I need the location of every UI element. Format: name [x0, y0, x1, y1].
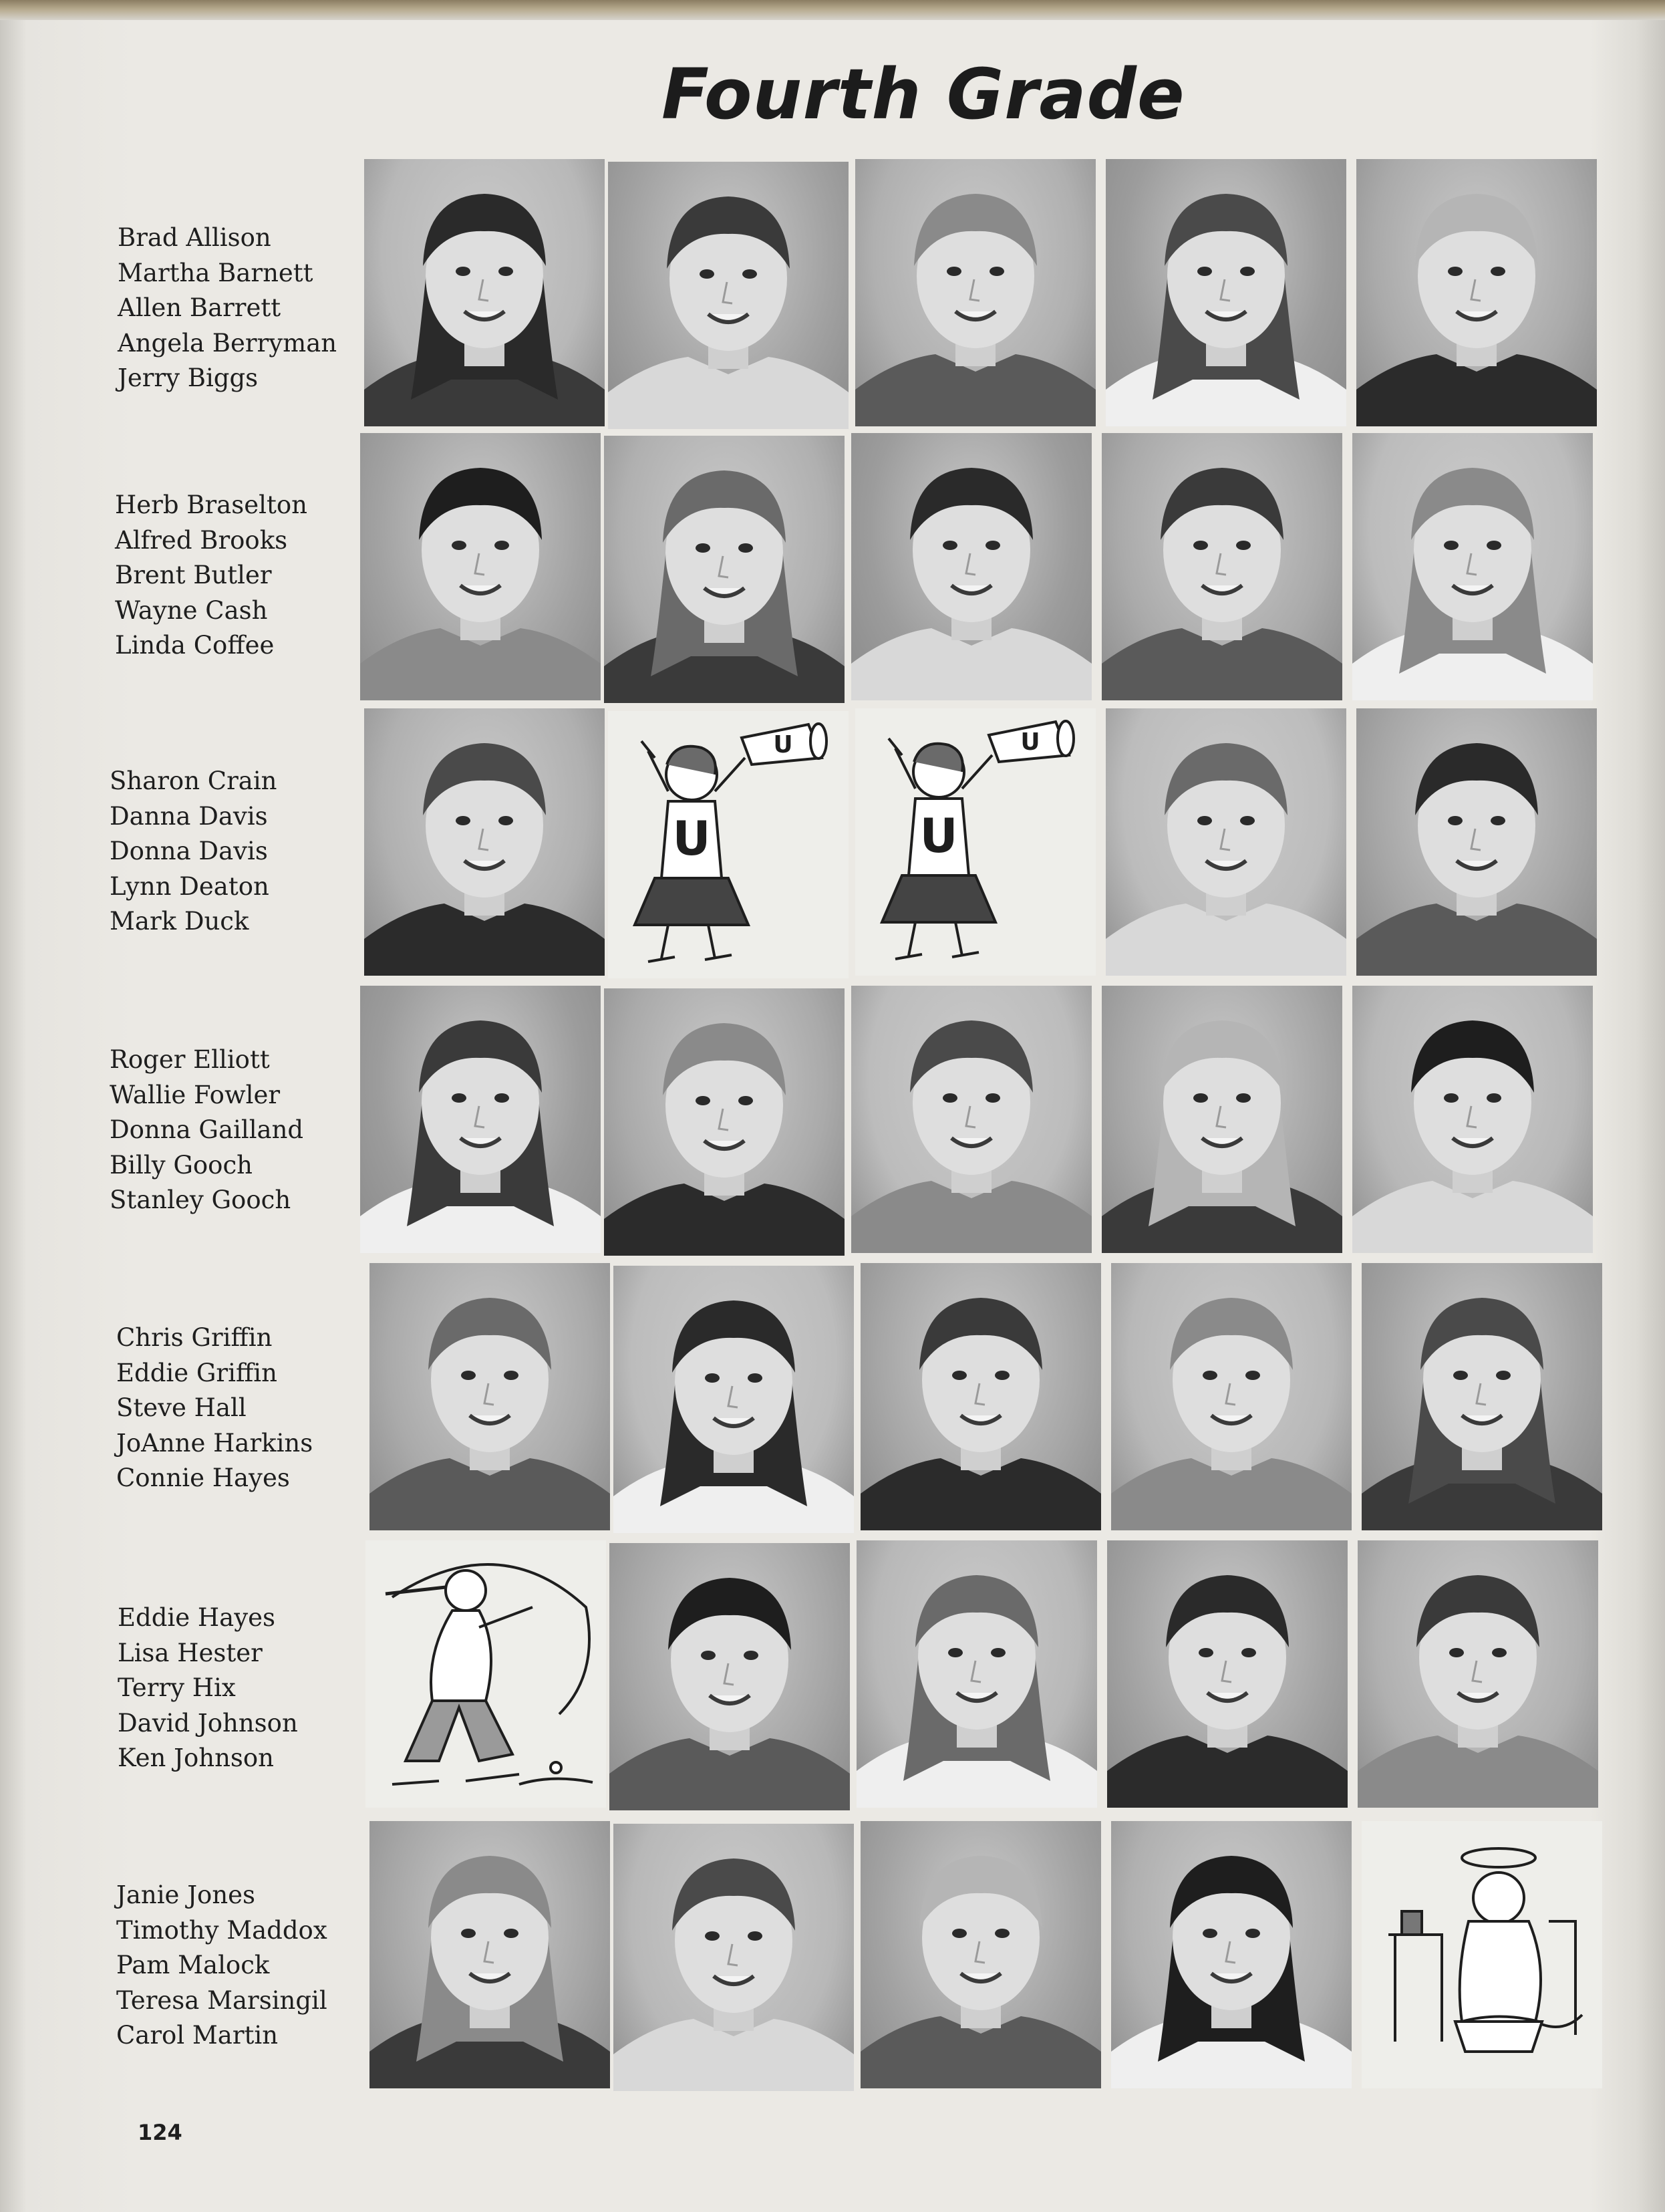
student-name: Terry Hix [118, 1673, 236, 1702]
student-name: Brent Butler [115, 561, 272, 589]
student-name: Donna Davis [110, 837, 268, 865]
student-name: Roger Elliott [110, 1045, 270, 1074]
student-name: Steve Hall [116, 1393, 247, 1422]
student-name: Angela Berryman [118, 328, 337, 358]
student-photo [604, 988, 845, 1256]
student-name: Brad Allison [118, 223, 271, 252]
name-list [116, 1321, 313, 1496]
student-name: Lisa Hester [118, 1638, 263, 1667]
golfer-cartoon [365, 1540, 606, 1808]
student-photo [861, 1263, 1101, 1530]
student-name: Jerry Biggs [118, 364, 259, 392]
student-name: Stanley Gooch [110, 1186, 291, 1214]
student-name: Martha Barnett [118, 258, 313, 287]
name-list [118, 1601, 298, 1776]
page-top-edge [0, 0, 1665, 20]
student-name: Wallie Fowler [110, 1080, 281, 1109]
sweater-letter: U [919, 809, 958, 863]
student-photo [369, 1821, 610, 2088]
student-photo [851, 986, 1092, 1253]
student-photo [613, 1266, 854, 1533]
student-name: Wayne Cash [115, 595, 268, 625]
student-name: Carol Martin [116, 2021, 279, 2050]
student-name: Eddie Griffin [116, 1358, 277, 1387]
student-photo [1111, 1263, 1352, 1530]
student-name: Pam Malock [116, 1951, 270, 1979]
student-photo [604, 436, 845, 703]
student-photo [861, 1821, 1101, 2088]
foot-soak-cartoon [1362, 1821, 1602, 2088]
student-name: Ken Johnson [118, 1744, 274, 1772]
student-photo [857, 1540, 1097, 1808]
student-photo [1356, 159, 1597, 426]
megaphone-letter: U [1020, 728, 1040, 756]
student-photo [1111, 1821, 1352, 2088]
student-name: JoAnne Harkins [116, 1428, 313, 1458]
student-name: Linda Coffee [115, 631, 275, 660]
student-photo [360, 433, 601, 700]
student-photo [360, 986, 601, 1253]
cheerleader-cartoon [608, 711, 849, 978]
student-photo [364, 159, 605, 426]
student-photo [851, 433, 1092, 700]
student-photo [1102, 433, 1342, 700]
student-name: David Johnson [118, 1708, 298, 1738]
student-name: Mark Duck [110, 907, 249, 936]
student-photo [1358, 1540, 1598, 1808]
student-name: Timothy Maddox [116, 1915, 327, 1945]
student-name: Teresa Marsingil [116, 1985, 327, 2015]
student-photo [1106, 708, 1346, 976]
student-name: Connie Hayes [116, 1464, 290, 1492]
student-photo [1102, 986, 1342, 1253]
student-photo [855, 159, 1096, 426]
name-list [118, 221, 337, 396]
cheerleader-cartoon [855, 708, 1096, 976]
student-name: Allen Barrett [118, 293, 281, 322]
student-photo [1107, 1540, 1348, 1808]
student-photo [1106, 159, 1346, 426]
student-photo [1352, 986, 1593, 1253]
page-number: 124 [138, 2120, 182, 2145]
student-name: Lynn Deaton [110, 871, 269, 901]
sweater-letter: U [672, 811, 711, 866]
student-name: Herb Braselton [115, 491, 307, 519]
student-name: Alfred Brooks [115, 525, 288, 555]
student-photo [609, 1543, 850, 1810]
student-name: Sharon Crain [110, 767, 277, 795]
name-list [116, 1878, 327, 2054]
student-name: Danna Davis [110, 801, 268, 831]
megaphone-letter: U [773, 731, 793, 758]
student-photo [1356, 708, 1597, 976]
student-name: Donna Gailland [110, 1115, 304, 1144]
name-list [115, 488, 307, 664]
name-list [110, 1043, 303, 1218]
student-name: Billy Gooch [110, 1150, 253, 1180]
student-photo [608, 162, 849, 429]
student-photo [369, 1263, 610, 1530]
page-title: Fourth Grade [661, 53, 1185, 135]
student-name: Eddie Hayes [118, 1603, 275, 1632]
student-photo [1362, 1263, 1602, 1530]
student-name: Janie Jones [116, 1881, 256, 1909]
student-photo [364, 708, 605, 976]
student-photo [613, 1824, 854, 2091]
student-photo [1352, 433, 1593, 700]
student-name: Chris Griffin [116, 1323, 273, 1352]
name-list [110, 764, 277, 940]
